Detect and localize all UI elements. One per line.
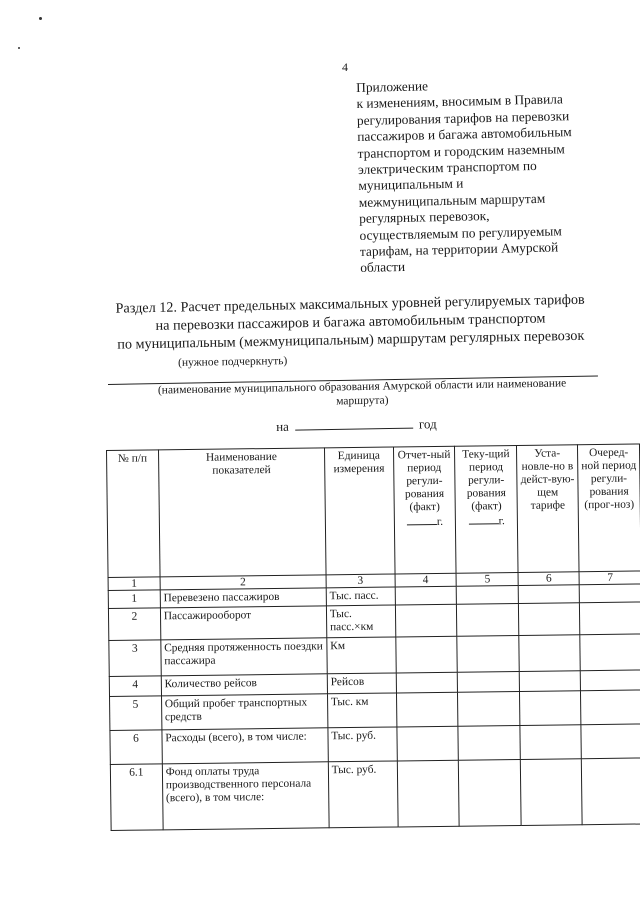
header-current-period-label: Теку-щий период регули-рования (факт) [462,448,510,513]
appendix-line: к изменениям, вносимым в Правила [356,91,563,112]
row-unit: Тыс. пасс. [326,587,395,606]
scan-speck [39,17,42,20]
row-name: Средняя протяженность поездки пассажира [161,638,328,676]
appendix-line: муниципальным и [358,176,464,194]
row-cell [520,725,581,760]
row-name: Перевезено пассажиров [160,588,326,608]
column-number: 1 [108,577,160,591]
row-name: Фонд оплаты труда производственного персонала (всего), в том числе: [162,762,329,830]
row-cell [581,724,640,759]
year-suffix: год [418,416,437,432]
column-number: 7 [579,571,640,585]
row-unit: Км [327,637,396,674]
appendix-line: регулярных перевозок, [358,208,490,227]
row-name: Общий пробег транспортных средств [161,694,327,730]
header-name: Наименование показателей [158,448,326,577]
row-unit: Тыс. пасс.×км [326,605,395,638]
row-cell [519,671,580,692]
row-cell [520,759,582,826]
column-number: 4 [395,573,457,587]
row-cell [396,672,458,693]
row-unit: Рейсов [327,673,396,694]
table-header-row [107,444,640,578]
row-number: 4 [109,676,161,697]
row-cell [458,691,520,726]
appendix-line: электрическим транспортом по [357,157,537,178]
row-cell [579,584,640,603]
appendix-line: пассажиров и багажа автомобильным [357,124,572,145]
header-current-period [455,445,518,573]
row-name: Количество рейсов [161,674,327,696]
row-number: 1 [108,590,160,609]
municipality-caption-line: (наименование муниципального образования Амурской области или наименование [157,377,567,397]
appendix-line: межмуниципальным маршрутам [358,190,546,210]
section-title-line: на перевозки пассажиров и багажа автомобильным транспортом [155,310,546,334]
row-cell [520,691,581,726]
row-cell [581,758,640,825]
appendix-block [356,74,622,277]
row-cell [581,690,640,725]
column-number: 3 [326,574,395,588]
row-unit: Тыс. км [327,693,396,728]
row-cell [518,585,579,604]
year-blank [295,416,413,431]
row-cell [397,726,459,761]
column-number: 6 [518,572,579,586]
tariff-table [106,443,640,830]
appendix-line: Приложение [356,78,429,95]
row-cell [457,585,519,604]
row-number: 5 [110,696,162,731]
tariff-table-wrap [106,443,640,830]
row-cell [519,635,580,672]
row-number: 2 [108,608,160,641]
year-suffix: г. [436,515,444,528]
row-unit: Тыс. руб. [328,761,398,828]
row-cell [459,759,522,826]
underline-note: (нужное подчеркнуть) [178,355,288,369]
row-unit: Тыс. руб. [328,727,397,762]
appendix-line: тарифам, на территории Амурской [359,239,559,260]
table-row [110,758,640,831]
header-reporting-period [393,446,456,574]
appendix-line: транспортом и городским наземным [357,140,565,161]
year-line [276,415,437,435]
header-unit: Единица измерения [324,447,394,575]
row-number: 6.1 [110,764,163,831]
municipality-caption-line: маршрута) [336,394,389,408]
row-cell [395,636,457,673]
row-cell [395,604,457,637]
year-blank [407,514,437,525]
year-prefix: на [276,418,290,434]
header-num: № п/п [107,450,160,578]
year-suffix: г. [498,515,505,528]
row-cell [457,635,519,672]
section-title-line: Раздел 12. Расчет предельных максимальных уровней регулируемых тарифов [115,291,585,317]
row-cell [396,692,458,727]
row-number: 3 [109,640,161,677]
column-number: 2 [160,575,326,590]
row-name: Пассажирооборот [160,606,326,640]
row-cell [397,760,460,827]
header-next-period: Очеред-ной период регули-рования (прог-ноз) [578,444,640,572]
appendix-line: области [360,259,406,276]
row-name: Расходы (всего), в том числе: [162,728,328,764]
row-cell [458,725,520,760]
scan-speck [18,47,20,49]
header-current-tariff: Уста-новле-но в дейст-вую-щем тарифе [517,445,580,573]
year-blank [468,513,498,524]
row-cell [458,671,520,692]
appendix-line: регулирования тарифов на перевозки [356,107,570,128]
row-number: 6 [110,730,162,765]
row-cell [580,634,640,671]
row-cell [580,602,640,635]
page-number: 4 [342,60,348,74]
row-cell [519,603,580,636]
section-title [100,290,601,354]
section-title-line: по муниципальным (межмуниципальным) маршрутам регулярных перевозок [117,327,585,353]
row-cell [395,586,457,605]
row-cell [457,603,519,636]
header-reporting-period-label: Отчет-ный период регули-рования (факт) [397,448,451,514]
row-cell [580,670,640,691]
column-number: 5 [456,572,518,586]
appendix-line: осуществляемым по регулируемым [359,223,562,243]
